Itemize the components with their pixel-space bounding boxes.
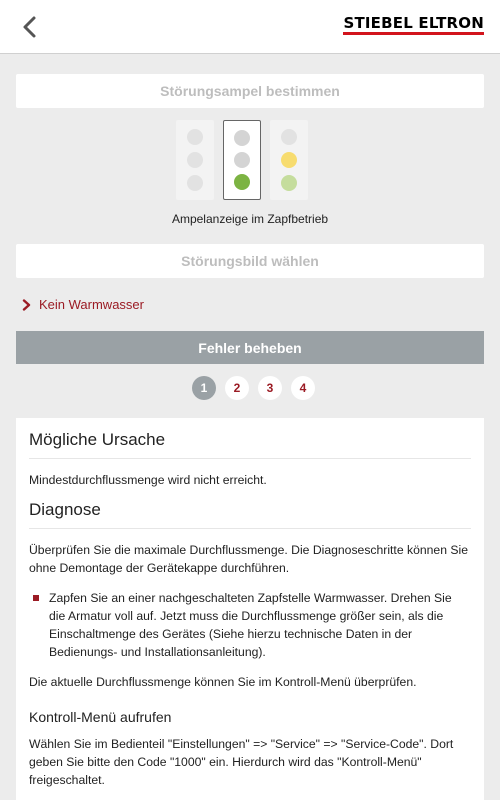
light-dot [187,175,203,191]
bullet-text: Zapfen Sie an einer nachgeschalteten Zapfstelle Warmwasser. Drehen Sie die Armatur voll auf. Jetzt muss die Durchflussmenge größer sein, als die Einschaltmenge des Gerätes (Siehe hierzu technische Daten in der Bedienungs- und Installationsanleitung). [49,591,452,659]
cause-title: Mögliche Ursache [29,430,471,459]
light-dot-yellow [281,152,297,168]
traffic-light-yellow-green[interactable] [270,120,308,200]
light-dot [234,130,250,146]
select-fault-image-button[interactable]: Störungsbild wählen [16,244,484,278]
traffic-light-caption: Ampelanzeige im Zapfbetrieb [171,212,329,226]
light-dot [187,129,203,145]
traffic-light-green[interactable] [223,120,261,200]
diagnosis-bullet [29,589,471,661]
traffic-light-off[interactable] [176,120,214,200]
diagnosis-title: Diagnose [29,500,471,529]
light-dot [234,152,250,168]
step-4[interactable]: 4 [291,376,315,400]
warm-water-label: Kein Warmwasser [39,297,144,312]
brand-underline [343,32,484,35]
bullet-square [33,595,39,601]
light-dot [187,152,203,168]
chevron-left-icon [21,15,37,39]
traffic-light-options [176,120,308,200]
step-3[interactable]: 3 [258,376,282,400]
fix-error-header: Fehler beheben [16,331,484,364]
content-card [16,418,484,800]
cause-text: Mindestdurchflussmenge wird nicht erreicht. [29,473,267,487]
light-dot-lightgreen [281,175,297,191]
step-1[interactable]: 1 [192,376,216,400]
diagnosis-text: Überprüfen Sie die maximale Durchflussmenge. Die Diagnoseschritte können Sie ohne Demontage der Gerätekappe durchführen. [29,543,468,575]
light-dot [281,129,297,145]
light-dot-green [234,174,250,190]
back-button[interactable] [14,12,44,42]
step-indicator [192,376,315,400]
brand-name: STIEBEL ELTRON [343,14,484,32]
brand-logo [343,16,484,36]
current-flow-text: Die aktuelle Durchflussmenge können Sie im Kontroll-Menü überprüfen. [29,675,417,689]
top-bar [0,0,500,54]
warm-water-link[interactable] [22,297,144,312]
determine-traffic-light-button[interactable]: Störungsampel bestimmen [16,74,484,108]
chevron-right-icon [22,299,31,311]
control-menu-text: Wählen Sie im Bedienteil "Einstellungen" => "Service" => "Service-Code". Dort geben Sie bitte den Code "1000" ein. Hierdurch wird das "Kontroll-Menü" freigeschaltet. [29,737,454,787]
step-2[interactable]: 2 [225,376,249,400]
control-menu-title: Kontroll-Menü aufrufen [29,709,172,725]
